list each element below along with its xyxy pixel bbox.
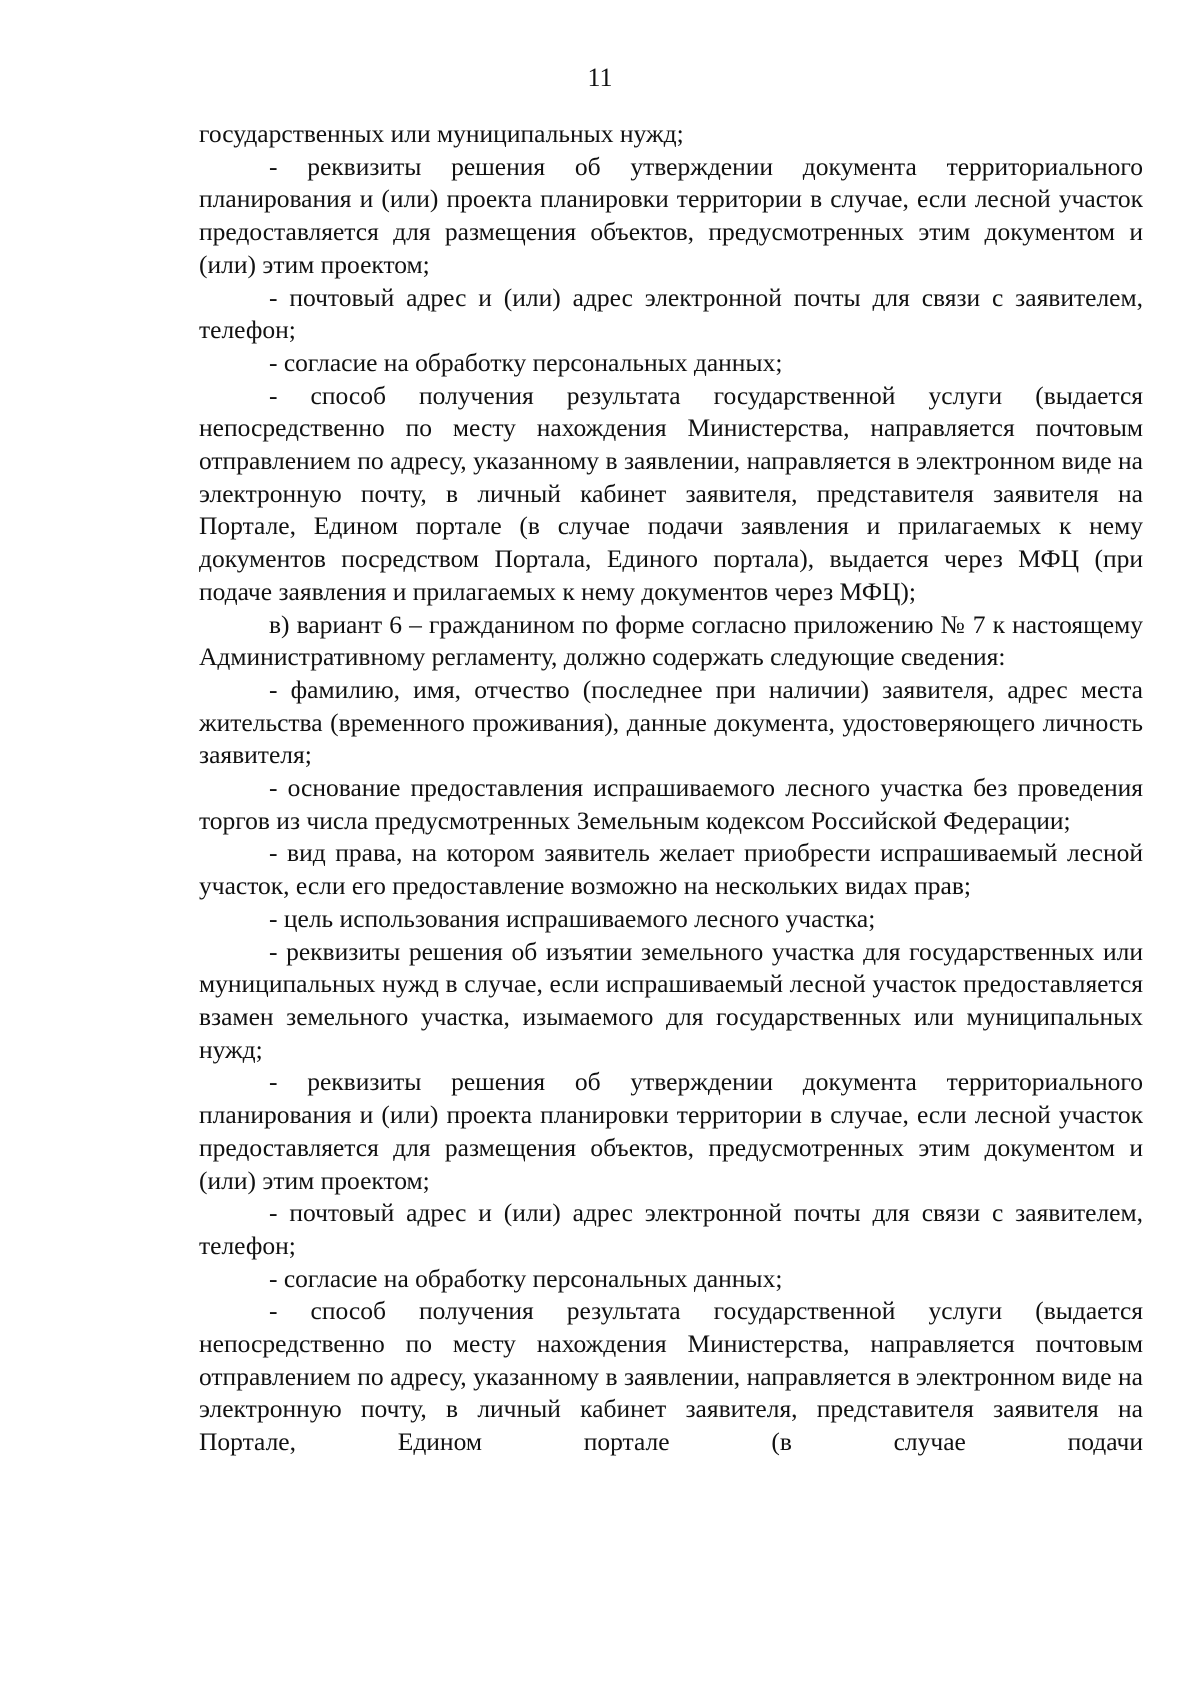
paragraph: - согласие на обработку персональных данных; [269, 1263, 783, 1293]
page-number: 11 [587, 63, 613, 92]
paragraph: в) вариант 6 – гражданином по форме согласно приложению № 7 к настоящему Административному регламенту, должно содержать следующие сведения: [199, 609, 1143, 672]
paragraph: - реквизиты решения об изъятии земельного участка для государственных или муниципальных нужд в случае, если испрашиваемый лесной участок предоставляется взамен земельного участка, изымаемого для государственных или муниципальных нужд; [199, 936, 1143, 1064]
paragraph: - согласие на обработку персональных данных; [269, 347, 783, 377]
paragraph: - почтовый адрес и (или) адрес электронной почты для связи с заявителем, телефон; [199, 282, 1143, 345]
paragraph: - реквизиты решения об утверждении документа территориального планирования и (или) проекта планировки территории в случае, если лесной участок предоставляется для размещения объектов, предусмотренных этим документом и (или) этим проектом; [199, 151, 1143, 279]
document-body [199, 118, 1143, 1459]
paragraph: - вид права, на котором заявитель желает приобрести испрашиваемый лесной участок, если его предоставление возможно на нескольких видах прав; [199, 838, 1143, 901]
paragraph: - почтовый адрес и (или) адрес электронной почты для связи с заявителем, телефон; [199, 1198, 1143, 1260]
paragraph: - способ получения результата государственной услуги (выдается непосредственно по месту нахождения Министерства, направляется почтовым отправлением по адресу, указанному в заявлении, направляется в электронном виде на электронную почту, в личный кабинет заявителя, представителя заявителя на Портале, Едином портале (в случае подачи [199, 1296, 1143, 1457]
paragraph: - способ получения результата государственной услуги (выдается непосредственно по месту нахождения Министерства, направляется почтовым отправлением по адресу, указанному в заявлении, направляется в электронном виде на электронную почту, в личный кабинет заявителя, представителя заявителя на Портале, Едином портале (в случае подачи заявления и прилагаемых к нему документов посредством Портала, Единого портала), выдается через МФЦ (при подаче заявления и прилагаемых к нему документов через МФЦ); [199, 380, 1143, 606]
paragraph: - основание предоставления испрашиваемого лесного участка без проведения торгов из числа предусмотренных Земельным кодексом Российской Федерации; [199, 773, 1143, 835]
paragraph: - фамилию, имя, отчество (последнее при наличии) заявителя, адрес места жительства (временного проживания), данные документа, удостоверяющего личность заявителя; [199, 674, 1143, 770]
paragraph: - цель использования испрашиваемого лесного участка; [269, 903, 876, 933]
paragraph: - реквизиты решения об утверждении документа территориального планирования и (или) проекта планировки территории в случае, если лесной участок предоставляется для размещения объектов, предусмотренных этим документом и (или) этим проектом; [199, 1067, 1143, 1195]
paragraph: государственных или муниципальных нужд; [199, 119, 684, 148]
